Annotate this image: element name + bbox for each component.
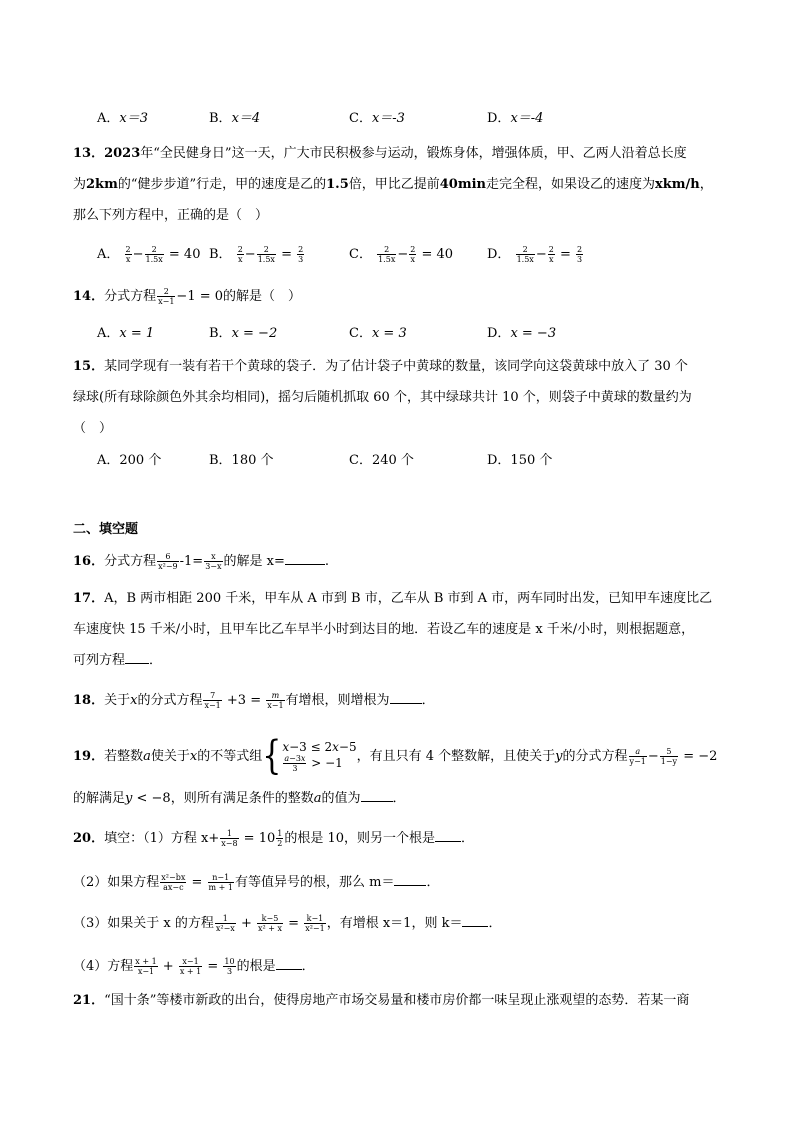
q15-line-2: 绿球(所有球除颜色外其余均相同)，摇匀后随机抓取 60 个，其中绿球共计 10 个，则袋子中黄球的数量约为 (73, 390, 692, 405)
q19-line-1: 19．若整数a使关于x的不等式组{ x−3 ≤ 2x−5 $\frac{a-3x}{3}$ > −1 ，有且只有 4 个整数解，且使关于y的分式方程 $\frac{a}{y-1}$ − $\frac{5}{1-y}$ = −2 (73, 733, 718, 779)
q20-part-4: （4）方程 $\frac{x + 1}{x-1}$ + $\frac{x-1}{x + 1}$ = $\frac{10}{3}$ 的根是 ． (73, 957, 315, 976)
q14-option-c: C．x = 3 (349, 326, 407, 341)
q17-line-3: 可列方程 ． (73, 653, 163, 668)
q15-option-b: B．180 个 (209, 453, 274, 468)
q15-option-c: C．240 个 (349, 453, 414, 468)
q15-line-1: 15．某同学现有一装有若干个黄球的袋子．为了估计袋子中黄球的数量，该同学向这袋黄球中放入了 30 个 (73, 359, 688, 374)
q12-option-c: C．x＝-3 (349, 111, 405, 126)
q13-line-2: 为2km的“健步步道”行走，甲的速度是乙的1.5倍，甲比乙提前40min走完全程，如果设乙的速度为xkm/h， (73, 177, 713, 192)
q13-option-c: C． $\frac{2}{1.5x}$ − $\frac{2}{x}$ = 40 (349, 245, 454, 264)
section-title-fill-blank: 二、填空题 (73, 522, 139, 537)
q12-option-b: B．x＝4 (209, 111, 261, 126)
q15-option-a: A．200 个 (97, 453, 162, 468)
q17-line-2: 车速度快 15 千米/小时，且甲车比乙车早半小时到达目的地．若设乙车的速度是 x 千米/小时，则根据题意， (73, 622, 695, 637)
q13-option-d: D． $\frac{2}{1.5x}$ − $\frac{2}{x}$ = $\frac{2}{3}$ (487, 245, 583, 264)
q19-line-2: 的解满足y < −8，则所有满足条件的整数a的值为 ． (73, 791, 406, 806)
q14-option-a: A．x = 1 (97, 326, 155, 341)
q17-line-1: 17．A，B 两市相距 200 千米，甲车从 A 市到 B 市，乙车从 B 市到 A 市，两车同时出发，已知甲车速度比乙 (73, 591, 713, 606)
q15-option-d: D．150 个 (487, 453, 553, 468)
q18: 18．关于x的分式方程 $\frac{7}{x-1}$ +3 = $\frac{m}{x-1}$ 有增根，则增根为 ． (73, 691, 435, 710)
q20-part-2: （2）如果方程 $\frac{\text{x²−bx}}{ax-c}$ = $\frac{n-1}{m + 1}$ 有等值异号的根，那么 m＝ ． (73, 873, 440, 892)
q13-line-1: 13．2023年“全民健身日”这一天，广大市民积极参与运动，锻炼身体，增强体质，甲、乙两人沿着总长度 (73, 146, 687, 161)
q20-part-1: 20．填空：（1）方程 x+ $\frac{1}{x-8}$ = 10 $\frac{1}{2}$ 的根是 10，则另一个根是 ． (73, 829, 475, 848)
q20-part-3: （3）如果关于 x 的方程 $\frac{1}{\text{x²−x}}$ + $\frac{k-5}{\text{x² + x}}$ = $\frac{k-1}{\text{x²−1}}$ ，有增根 x＝1，则 k＝ ． (73, 914, 502, 933)
q14-option-d: D．x = −3 (487, 326, 557, 341)
q13-line-3: 那么下列方程中，正确的是（ ） (73, 208, 269, 223)
q14-option-b: B．x = −2 (209, 326, 278, 341)
q21-line-1: 21．“国十条”等楼市新政的出台，使得房地产市场交易量和楼市房价都一味呈现止涨观望的态势．若某一商 (73, 993, 690, 1008)
q13-option-a: A． $\frac{2}{x}$ − $\frac{2}{1.5x}$ = 40 (97, 245, 201, 264)
q13-option-b: B． $\frac{2}{x}$ − $\frac{2}{1.5x}$ = $\frac{2}{3}$ (209, 245, 304, 264)
q12-option-d: D．x＝-4 (487, 111, 544, 126)
q14-stem: 14．分式方程 $\frac{2}{x-1}$ −1 = 0的解是（ ） (73, 287, 302, 306)
q12-option-a: A．x＝3 (97, 111, 148, 126)
q15-line-3: （ ） (73, 421, 113, 436)
q16: 16．分式方程 $\frac{6}{\text{x²−9}}$ -1= $\frac{x}{3-x}$ 的解是 x= . (73, 552, 329, 571)
